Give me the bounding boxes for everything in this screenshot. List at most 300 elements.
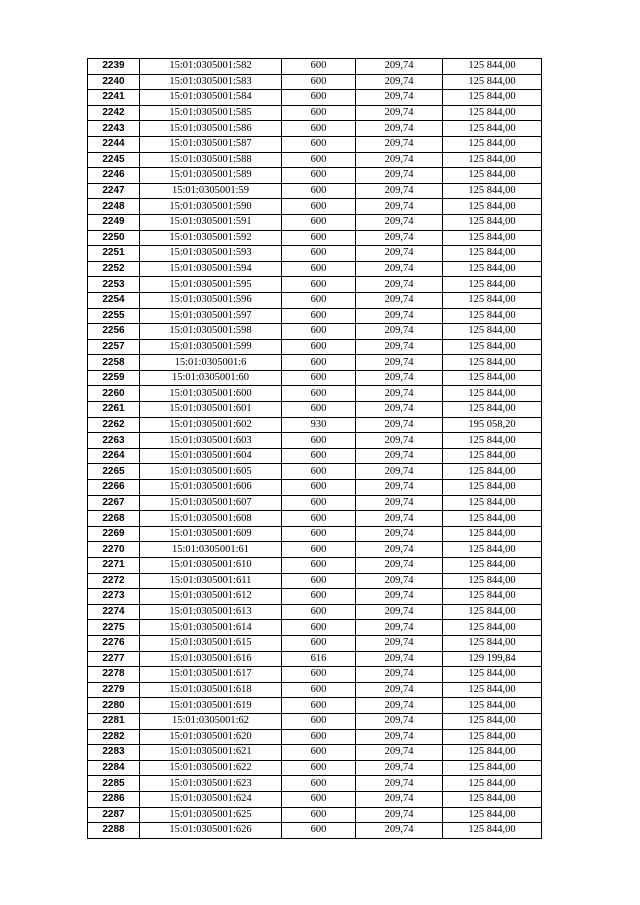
table-row: [88, 168, 542, 184]
cadastral-number-cell: 15:01:0305001:606: [140, 480, 282, 496]
table-row: [88, 292, 542, 308]
area-cell: 600: [282, 480, 356, 496]
cadastral-number-cell: 15:01:0305001:609: [140, 526, 282, 542]
area-cell: 600: [282, 324, 356, 340]
row-number-cell: 2283: [88, 745, 140, 761]
row-number-cell: 2279: [88, 682, 140, 698]
area-cell: 600: [282, 791, 356, 807]
rate-cell: 209,74: [356, 417, 443, 433]
cadastral-value-cell: 125 844,00: [443, 729, 542, 745]
row-number-cell: 2250: [88, 230, 140, 246]
cadastral-value-cell: 125 844,00: [443, 261, 542, 277]
cadastral-number-cell: 15:01:0305001:614: [140, 620, 282, 636]
table-row: [88, 698, 542, 714]
row-number-cell: 2282: [88, 729, 140, 745]
cadastral-value-cell: 125 844,00: [443, 370, 542, 386]
cadastral-value-cell: 125 844,00: [443, 448, 542, 464]
cadastral-value-cell: 125 844,00: [443, 682, 542, 698]
table-body: [88, 59, 542, 839]
cadastral-value-cell: 125 844,00: [443, 573, 542, 589]
table-row: [88, 651, 542, 667]
cadastral-value-cell: 125 844,00: [443, 59, 542, 75]
area-cell: 600: [282, 558, 356, 574]
cadastral-number-cell: 15:01:0305001:59: [140, 183, 282, 199]
table-row: [88, 386, 542, 402]
rate-cell: 209,74: [356, 651, 443, 667]
cadastral-number-cell: 15:01:0305001:593: [140, 246, 282, 262]
cadastral-value-cell: 125 844,00: [443, 464, 542, 480]
rate-cell: 209,74: [356, 308, 443, 324]
cadastral-number-cell: 15:01:0305001:607: [140, 495, 282, 511]
row-number-cell: 2249: [88, 214, 140, 230]
rate-cell: 209,74: [356, 589, 443, 605]
row-number-cell: 2267: [88, 495, 140, 511]
cadastral-number-cell: 15:01:0305001:618: [140, 682, 282, 698]
cadastral-number-cell: 15:01:0305001:624: [140, 791, 282, 807]
cadastral-number-cell: 15:01:0305001:584: [140, 90, 282, 106]
row-number-cell: 2261: [88, 402, 140, 418]
cadastral-number-cell: 15:01:0305001:621: [140, 745, 282, 761]
cadastral-number-cell: 15:01:0305001:592: [140, 230, 282, 246]
rate-cell: 209,74: [356, 183, 443, 199]
table-row: [88, 729, 542, 745]
rate-cell: 209,74: [356, 261, 443, 277]
cadastral-number-cell: 15:01:0305001:590: [140, 199, 282, 215]
row-number-cell: 2255: [88, 308, 140, 324]
area-cell: 600: [282, 495, 356, 511]
rate-cell: 209,74: [356, 511, 443, 527]
row-number-cell: 2262: [88, 417, 140, 433]
area-cell: 600: [282, 402, 356, 418]
rate-cell: 209,74: [356, 199, 443, 215]
row-number-cell: 2271: [88, 558, 140, 574]
cadastral-number-cell: 15:01:0305001:60: [140, 370, 282, 386]
area-cell: 600: [282, 121, 356, 137]
table-row: [88, 199, 542, 215]
cadastral-value-cell: 125 844,00: [443, 558, 542, 574]
row-number-cell: 2239: [88, 59, 140, 75]
rate-cell: 209,74: [356, 355, 443, 371]
cadastral-value-cell: 195 058,20: [443, 417, 542, 433]
area-cell: 600: [282, 667, 356, 683]
rate-cell: 209,74: [356, 698, 443, 714]
area-cell: 600: [282, 59, 356, 75]
cadastral-number-cell: 15:01:0305001:605: [140, 464, 282, 480]
rate-cell: 209,74: [356, 604, 443, 620]
cadastral-value-cell: 125 844,00: [443, 386, 542, 402]
cadastral-value-cell: 125 844,00: [443, 339, 542, 355]
area-cell: 600: [282, 386, 356, 402]
table-row: [88, 339, 542, 355]
cadastral-number-cell: 15:01:0305001:626: [140, 823, 282, 839]
table-row: [88, 230, 542, 246]
cadastral-value-cell: 125 844,00: [443, 199, 542, 215]
rate-cell: 209,74: [356, 526, 443, 542]
cadastral-number-cell: 15:01:0305001:620: [140, 729, 282, 745]
row-number-cell: 2251: [88, 246, 140, 262]
area-cell: 600: [282, 713, 356, 729]
cadastral-value-cell: 125 844,00: [443, 635, 542, 651]
rate-cell: 209,74: [356, 277, 443, 293]
area-cell: 600: [282, 729, 356, 745]
rate-cell: 209,74: [356, 386, 443, 402]
table-row: [88, 417, 542, 433]
row-number-cell: 2270: [88, 542, 140, 558]
rate-cell: 209,74: [356, 495, 443, 511]
cadastral-number-cell: 15:01:0305001:616: [140, 651, 282, 667]
cadastral-value-cell: 125 844,00: [443, 246, 542, 262]
table-row: [88, 121, 542, 137]
cadastral-value-cell: 125 844,00: [443, 292, 542, 308]
cadastral-number-cell: 15:01:0305001:599: [140, 339, 282, 355]
area-cell: 930: [282, 417, 356, 433]
cadastral-value-cell: 125 844,00: [443, 152, 542, 168]
cadastral-number-cell: 15:01:0305001:591: [140, 214, 282, 230]
area-cell: 600: [282, 261, 356, 277]
cadastral-value-cell: 125 844,00: [443, 791, 542, 807]
cadastral-number-cell: 15:01:0305001:610: [140, 558, 282, 574]
row-number-cell: 2288: [88, 823, 140, 839]
table-row: [88, 760, 542, 776]
cadastral-value-cell: 125 844,00: [443, 355, 542, 371]
row-number-cell: 2258: [88, 355, 140, 371]
row-number-cell: 2272: [88, 573, 140, 589]
table-row: [88, 214, 542, 230]
area-cell: 600: [282, 573, 356, 589]
row-number-cell: 2269: [88, 526, 140, 542]
row-number-cell: 2286: [88, 791, 140, 807]
rate-cell: 209,74: [356, 121, 443, 137]
row-number-cell: 2266: [88, 480, 140, 496]
table-row: [88, 246, 542, 262]
table-row: [88, 448, 542, 464]
row-number-cell: 2284: [88, 760, 140, 776]
cadastral-number-cell: 15:01:0305001:619: [140, 698, 282, 714]
rate-cell: 209,74: [356, 542, 443, 558]
table-row: [88, 59, 542, 75]
row-number-cell: 2275: [88, 620, 140, 636]
area-cell: 600: [282, 682, 356, 698]
rate-cell: 209,74: [356, 791, 443, 807]
cadastral-number-cell: 15:01:0305001:600: [140, 386, 282, 402]
rate-cell: 209,74: [356, 324, 443, 340]
cadastral-value-cell: 125 844,00: [443, 495, 542, 511]
row-number-cell: 2252: [88, 261, 140, 277]
area-cell: 600: [282, 370, 356, 386]
area-cell: 600: [282, 292, 356, 308]
area-cell: 600: [282, 308, 356, 324]
cadastral-value-cell: 125 844,00: [443, 713, 542, 729]
rate-cell: 209,74: [356, 74, 443, 90]
table-row: [88, 495, 542, 511]
table-row: [88, 667, 542, 683]
cadastral-value-cell: 125 844,00: [443, 105, 542, 121]
rate-cell: 209,74: [356, 745, 443, 761]
table-row: [88, 542, 542, 558]
cadastral-number-cell: 15:01:0305001:615: [140, 635, 282, 651]
area-cell: 600: [282, 339, 356, 355]
cadastral-value-cell: 125 844,00: [443, 74, 542, 90]
cadastral-value-cell: 125 844,00: [443, 526, 542, 542]
area-cell: 600: [282, 635, 356, 651]
cadastral-value-cell: 125 844,00: [443, 604, 542, 620]
cadastral-value-cell: 125 844,00: [443, 121, 542, 137]
row-number-cell: 2285: [88, 776, 140, 792]
cadastral-number-cell: 15:01:0305001:598: [140, 324, 282, 340]
cadastral-number-cell: 15:01:0305001:586: [140, 121, 282, 137]
row-number-cell: 2257: [88, 339, 140, 355]
table-row: [88, 183, 542, 199]
table-row: [88, 480, 542, 496]
cadastral-value-cell: 129 199,84: [443, 651, 542, 667]
row-number-cell: 2263: [88, 433, 140, 449]
row-number-cell: 2243: [88, 121, 140, 137]
rate-cell: 209,74: [356, 136, 443, 152]
area-cell: 600: [282, 246, 356, 262]
rate-cell: 209,74: [356, 448, 443, 464]
area-cell: 600: [282, 776, 356, 792]
rate-cell: 209,74: [356, 667, 443, 683]
cadastral-number-cell: 15:01:0305001:622: [140, 760, 282, 776]
cadastral-value-cell: 125 844,00: [443, 433, 542, 449]
row-number-cell: 2242: [88, 105, 140, 121]
cadastral-value-cell: 125 844,00: [443, 324, 542, 340]
row-number-cell: 2273: [88, 589, 140, 605]
cadastral-value-cell: 125 844,00: [443, 511, 542, 527]
row-number-cell: 2281: [88, 713, 140, 729]
cadastral-value-cell: 125 844,00: [443, 760, 542, 776]
row-number-cell: 2254: [88, 292, 140, 308]
rate-cell: 209,74: [356, 573, 443, 589]
table-row: [88, 745, 542, 761]
area-cell: 600: [282, 230, 356, 246]
rate-cell: 209,74: [356, 105, 443, 121]
area-cell: 600: [282, 74, 356, 90]
rate-cell: 209,74: [356, 214, 443, 230]
cadastral-value-cell: 125 844,00: [443, 667, 542, 683]
cadastral-value-cell: 125 844,00: [443, 214, 542, 230]
area-cell: 600: [282, 698, 356, 714]
cadastral-value-cell: 125 844,00: [443, 277, 542, 293]
area-cell: 600: [282, 448, 356, 464]
table-row: [88, 776, 542, 792]
cadastral-value-table: [87, 58, 542, 839]
table-row: [88, 136, 542, 152]
area-cell: 600: [282, 823, 356, 839]
rate-cell: 209,74: [356, 370, 443, 386]
table-row: [88, 791, 542, 807]
area-cell: 600: [282, 589, 356, 605]
table-row: [88, 589, 542, 605]
rate-cell: 209,74: [356, 292, 443, 308]
rate-cell: 209,74: [356, 90, 443, 106]
row-number-cell: 2265: [88, 464, 140, 480]
cadastral-number-cell: 15:01:0305001:588: [140, 152, 282, 168]
rate-cell: 209,74: [356, 823, 443, 839]
row-number-cell: 2246: [88, 168, 140, 184]
area-cell: 600: [282, 542, 356, 558]
table-row: [88, 823, 542, 839]
area-cell: 600: [282, 199, 356, 215]
table-row: [88, 261, 542, 277]
row-number-cell: 2247: [88, 183, 140, 199]
row-number-cell: 2276: [88, 635, 140, 651]
rate-cell: 209,74: [356, 464, 443, 480]
area-cell: 600: [282, 464, 356, 480]
cadastral-value-cell: 125 844,00: [443, 480, 542, 496]
row-number-cell: 2264: [88, 448, 140, 464]
area-cell: 600: [282, 90, 356, 106]
cadastral-value-cell: 125 844,00: [443, 230, 542, 246]
cadastral-number-cell: 15:01:0305001:62: [140, 713, 282, 729]
area-cell: 600: [282, 105, 356, 121]
cadastral-value-cell: 125 844,00: [443, 402, 542, 418]
cadastral-value-cell: 125 844,00: [443, 698, 542, 714]
cadastral-value-cell: 125 844,00: [443, 620, 542, 636]
cadastral-number-cell: 15:01:0305001:625: [140, 807, 282, 823]
area-cell: 600: [282, 745, 356, 761]
table-row: [88, 90, 542, 106]
cadastral-value-cell: 125 844,00: [443, 807, 542, 823]
table-row: [88, 713, 542, 729]
rate-cell: 209,74: [356, 433, 443, 449]
cadastral-value-cell: 125 844,00: [443, 90, 542, 106]
cadastral-value-cell: 125 844,00: [443, 168, 542, 184]
area-cell: 600: [282, 136, 356, 152]
row-number-cell: 2245: [88, 152, 140, 168]
cadastral-value-cell: 125 844,00: [443, 823, 542, 839]
rate-cell: 209,74: [356, 230, 443, 246]
cadastral-number-cell: 15:01:0305001:613: [140, 604, 282, 620]
table-row: [88, 370, 542, 386]
area-cell: 600: [282, 277, 356, 293]
row-number-cell: 2244: [88, 136, 140, 152]
table-row: [88, 152, 542, 168]
cadastral-number-cell: 15:01:0305001:597: [140, 308, 282, 324]
table-row: [88, 807, 542, 823]
table-row: [88, 558, 542, 574]
area-cell: 600: [282, 433, 356, 449]
cadastral-value-cell: 125 844,00: [443, 136, 542, 152]
cadastral-number-cell: 15:01:0305001:602: [140, 417, 282, 433]
rate-cell: 209,74: [356, 152, 443, 168]
table-row: [88, 464, 542, 480]
cadastral-number-cell: 15:01:0305001:61: [140, 542, 282, 558]
table-row: [88, 635, 542, 651]
table-row: [88, 526, 542, 542]
rate-cell: 209,74: [356, 558, 443, 574]
rate-cell: 209,74: [356, 246, 443, 262]
cadastral-number-cell: 15:01:0305001:608: [140, 511, 282, 527]
table-row: [88, 105, 542, 121]
table-row: [88, 324, 542, 340]
area-cell: 600: [282, 511, 356, 527]
table-row: [88, 573, 542, 589]
cadastral-number-cell: 15:01:0305001:617: [140, 667, 282, 683]
cadastral-value-cell: 125 844,00: [443, 308, 542, 324]
table-row: [88, 511, 542, 527]
cadastral-number-cell: 15:01:0305001:612: [140, 589, 282, 605]
row-number-cell: 2248: [88, 199, 140, 215]
rate-cell: 209,74: [356, 620, 443, 636]
row-number-cell: 2256: [88, 324, 140, 340]
table-row: [88, 433, 542, 449]
cadastral-number-cell: 15:01:0305001:589: [140, 168, 282, 184]
rate-cell: 209,74: [356, 713, 443, 729]
cadastral-value-cell: 125 844,00: [443, 542, 542, 558]
table-row: [88, 620, 542, 636]
table-row: [88, 682, 542, 698]
table-row: [88, 277, 542, 293]
cadastral-number-cell: 15:01:0305001:587: [140, 136, 282, 152]
cadastral-number-cell: 15:01:0305001:583: [140, 74, 282, 90]
rate-cell: 209,74: [356, 729, 443, 745]
area-cell: 600: [282, 604, 356, 620]
area-cell: 600: [282, 152, 356, 168]
cadastral-number-cell: 15:01:0305001:595: [140, 277, 282, 293]
row-number-cell: 2287: [88, 807, 140, 823]
area-cell: 600: [282, 526, 356, 542]
cadastral-number-cell: 15:01:0305001:611: [140, 573, 282, 589]
row-number-cell: 2241: [88, 90, 140, 106]
cadastral-value-cell: 125 844,00: [443, 745, 542, 761]
rate-cell: 209,74: [356, 776, 443, 792]
cadastral-number-cell: 15:01:0305001:594: [140, 261, 282, 277]
cadastral-number-cell: 15:01:0305001:603: [140, 433, 282, 449]
area-cell: 600: [282, 760, 356, 776]
rate-cell: 209,74: [356, 760, 443, 776]
cadastral-number-cell: 15:01:0305001:601: [140, 402, 282, 418]
table-row: [88, 355, 542, 371]
table-row: [88, 604, 542, 620]
table-row: [88, 308, 542, 324]
cadastral-number-cell: 15:01:0305001:585: [140, 105, 282, 121]
rate-cell: 209,74: [356, 59, 443, 75]
rate-cell: 209,74: [356, 480, 443, 496]
cadastral-value-cell: 125 844,00: [443, 776, 542, 792]
area-cell: 600: [282, 807, 356, 823]
cadastral-number-cell: 15:01:0305001:623: [140, 776, 282, 792]
row-number-cell: 2240: [88, 74, 140, 90]
cadastral-number-cell: 15:01:0305001:604: [140, 448, 282, 464]
area-cell: 600: [282, 355, 356, 371]
area-cell: 600: [282, 183, 356, 199]
rate-cell: 209,74: [356, 682, 443, 698]
table-row: [88, 74, 542, 90]
cadastral-value-cell: 125 844,00: [443, 589, 542, 605]
row-number-cell: 2259: [88, 370, 140, 386]
cadastral-number-cell: 15:01:0305001:596: [140, 292, 282, 308]
row-number-cell: 2278: [88, 667, 140, 683]
rate-cell: 209,74: [356, 402, 443, 418]
cadastral-value-cell: 125 844,00: [443, 183, 542, 199]
area-cell: 600: [282, 620, 356, 636]
row-number-cell: 2274: [88, 604, 140, 620]
area-cell: 616: [282, 651, 356, 667]
row-number-cell: 2268: [88, 511, 140, 527]
row-number-cell: 2253: [88, 277, 140, 293]
table-row: [88, 402, 542, 418]
area-cell: 600: [282, 214, 356, 230]
row-number-cell: 2277: [88, 651, 140, 667]
row-number-cell: 2280: [88, 698, 140, 714]
rate-cell: 209,74: [356, 807, 443, 823]
rate-cell: 209,74: [356, 168, 443, 184]
area-cell: 600: [282, 168, 356, 184]
rate-cell: 209,74: [356, 339, 443, 355]
rate-cell: 209,74: [356, 635, 443, 651]
row-number-cell: 2260: [88, 386, 140, 402]
